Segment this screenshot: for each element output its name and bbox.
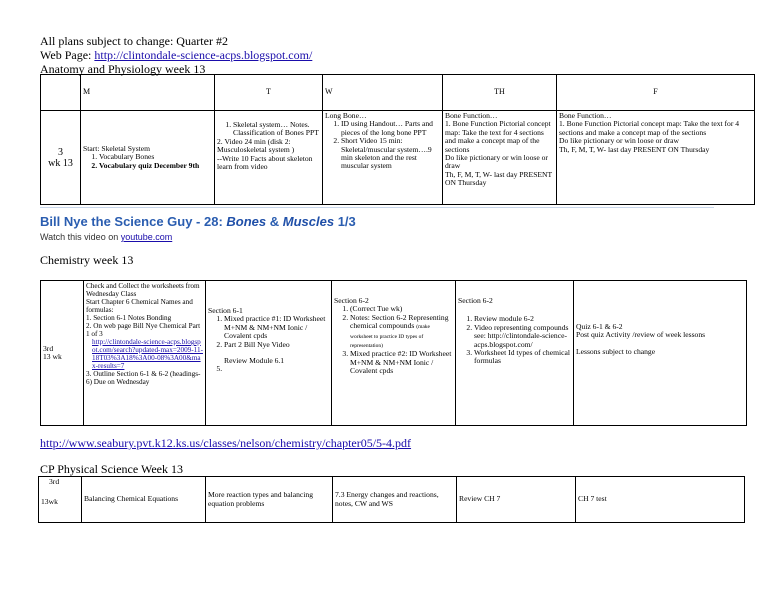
anatomy-title: Anatomy and Physiology week 13 — [40, 62, 206, 76]
phys-week-number: 3rd — [49, 477, 60, 486]
chem-col5-line: Post quiz Activity /review of week lessons — [576, 330, 706, 340]
chem-week-cell — [41, 281, 84, 426]
chem-col3-small: (make worksheet to practice ID types of representation) — [350, 324, 430, 350]
video-title[interactable] — [40, 214, 356, 229]
chem-col1-line: 2. On web page Bill Nye Chemical Part 1 of 3 — [86, 322, 201, 338]
phys-week-label: 13wk — [41, 497, 58, 507]
chem-col1-link[interactable]: http://clintondale-science-acps.blogspot.com/search?updated-max=2009-11-18T03%3A18%3A00-08%3A00&max-results=7 — [92, 338, 203, 370]
physical-table — [38, 476, 745, 523]
wednesday-item: 2. Short Video 15 min: Skeletal/muscular system….9 min skeleton and the rest muscular system — [341, 137, 440, 171]
chem-col1-end: 3. Outline Section 6-1 & 6-2 (headings-6) Due on Wednesday — [86, 370, 201, 386]
friday-line: 1. Bone Function Pictorial concept map: Take the text for 4 sections and make a concept map of the sections — [559, 119, 740, 137]
video-title-bones: Bones — [226, 214, 267, 229]
video-title-prefix: Bill Nye the Science Guy - 28: — [40, 214, 227, 229]
wednesday-cell — [323, 111, 443, 205]
chem-col2-item — [224, 365, 329, 373]
phys-cell: CH 7 test — [576, 477, 745, 523]
chem-col2-item: Review Module 6.1 — [224, 356, 285, 366]
day-header: T — [215, 75, 323, 111]
video-title-suffix: 1/3 — [334, 214, 356, 229]
tuesday-extra: 2. Video 24 min (disk 2: Musculoskeletal system ) — [217, 136, 295, 155]
tuesday-cell — [215, 111, 323, 205]
chem-col1-line: Start Chapter 6 Chemical Names and formulas: — [86, 298, 193, 314]
chem-col4-item: 2. Video representing compounds see: http://clintondale-science-acps.blogspot.com/ — [474, 324, 571, 349]
phys-week-cell — [39, 477, 82, 523]
day-header: F — [557, 75, 755, 111]
friday-cell — [557, 111, 755, 205]
thursday-line: 1. Bone Function Pictorial concept map: Take the text for 4 sections and make a concept map of the sections — [445, 119, 551, 154]
day-header: M — [81, 75, 215, 111]
chem-col4 — [456, 281, 574, 426]
thursday-line: Bone Function… — [445, 111, 498, 120]
thursday-line: Th, F, M, T, W- last day PRESENT ON Thursday — [445, 169, 553, 188]
chem-col2-item: 2. Part 2 Bill Nye Video — [224, 341, 329, 349]
chem-col3-item: 1. (Correct Tue wk) — [350, 305, 453, 313]
thursday-line: Do like pictionary or win loose or draw — [445, 153, 548, 171]
video-title-amp: & — [266, 214, 283, 229]
chemistry-table — [40, 280, 747, 426]
web-page-link[interactable]: http://clintondale-science-acps.blogspot.com/ — [94, 48, 313, 62]
youtube-link[interactable]: youtube.com — [120, 232, 173, 242]
physical-title: CP Physical Science Week 13 — [40, 462, 184, 476]
tuesday-item: 1. Skeletal system… Notes. Classification of Bones PPT — [233, 121, 320, 138]
seabury-link[interactable]: http://www.seabury.pvt.k12.ks.us/classes/nelson/chemistry/chapter05/5-4.pdf — [40, 436, 412, 450]
chem-col2 — [206, 281, 332, 426]
anatomy-corner — [41, 75, 81, 111]
video-watch-text: Watch this video on — [40, 232, 121, 242]
friday-line: Bone Function… — [559, 111, 612, 120]
phys-cell: 7.3 Energy changes and reactions, notes, CW and WS — [333, 477, 457, 523]
wednesday-item: 1. ID using Handout… Parts and pieces of the long bone PPT — [341, 120, 440, 137]
phys-cell: More reaction types and balancing equation problems — [206, 477, 333, 523]
chem-col3-item — [350, 314, 453, 351]
phys-cell: Balancing Chemical Equations — [82, 477, 206, 523]
wednesday-intro: Long Bone… — [325, 111, 367, 120]
chem-week-label: 13 wk — [43, 352, 62, 361]
day-header: W — [323, 75, 443, 111]
chem-col4-item: 3. Worksheet Id types of chemical formulas — [474, 349, 571, 366]
video-title-muscles: Muscles — [282, 214, 335, 229]
video-watch-line — [40, 232, 172, 242]
week-number: 3 — [58, 146, 63, 158]
chem-col5-line: Lessons subject to change — [576, 346, 656, 356]
chem-col2-item: 1. Mixed practice #1: ID Worksheet M+NM & NM+NM Ionic / Covalent cpds — [224, 315, 329, 340]
friday-line: Do like pictionary or win loose or draw — [559, 136, 679, 146]
web-page-label: Web Page: — [40, 48, 95, 62]
friday-line: Th, F, M, T, W- last day PRESENT ON Thursday — [559, 144, 710, 154]
chem-week-number: 3rd — [43, 343, 54, 353]
monday-item: 2. Vocabulary quiz December 9th — [99, 162, 212, 170]
chem-col3-item-text: Notes: Section 6-2 Representing chemical compounds — [350, 312, 449, 331]
monday-item: 1. Vocabulary Bones — [99, 153, 212, 161]
thursday-cell — [443, 111, 557, 205]
anatomy-table — [40, 74, 755, 205]
chem-col4-item: 1. Review module 6-2 — [474, 315, 571, 323]
week-cell — [41, 111, 81, 205]
web-page-line — [40, 48, 312, 62]
phys-cell: Review CH 7 — [457, 477, 576, 523]
header-line: All plans subject to change: Quarter #2 — [40, 34, 228, 48]
chem-col3-intro: Section 6-2 — [334, 296, 369, 305]
chem-col1-line: 1. Section 6-1 Notes Bonding — [86, 314, 172, 322]
chem-col3 — [332, 281, 456, 426]
chem-col4-intro: Section 6-2 — [458, 296, 493, 305]
chem-col1 — [84, 281, 206, 426]
chemistry-title: Chemistry week 13 — [40, 253, 134, 267]
chem-col1-line: Check and Collect the worksheets from Wednesday Class — [86, 282, 200, 298]
chem-col2-intro: Section 6-1 — [208, 306, 243, 315]
chem-col5 — [574, 281, 747, 426]
chem-col3-item: 3. Mixed practice #2: ID Worksheet M+NM & NM+NM Ionic / Covalent cpds — [350, 350, 453, 375]
video-divider — [40, 207, 714, 208]
monday-cell — [81, 111, 215, 205]
monday-intro: Start: Skeletal System — [83, 143, 151, 153]
week-label: wk 13 — [48, 157, 73, 169]
day-header: TH — [443, 75, 557, 111]
chem-col5-line: Quiz 6-1 & 6-2 — [576, 322, 623, 331]
tuesday-extra: --Write 10 Facts about skeleton learn from video — [217, 153, 313, 172]
